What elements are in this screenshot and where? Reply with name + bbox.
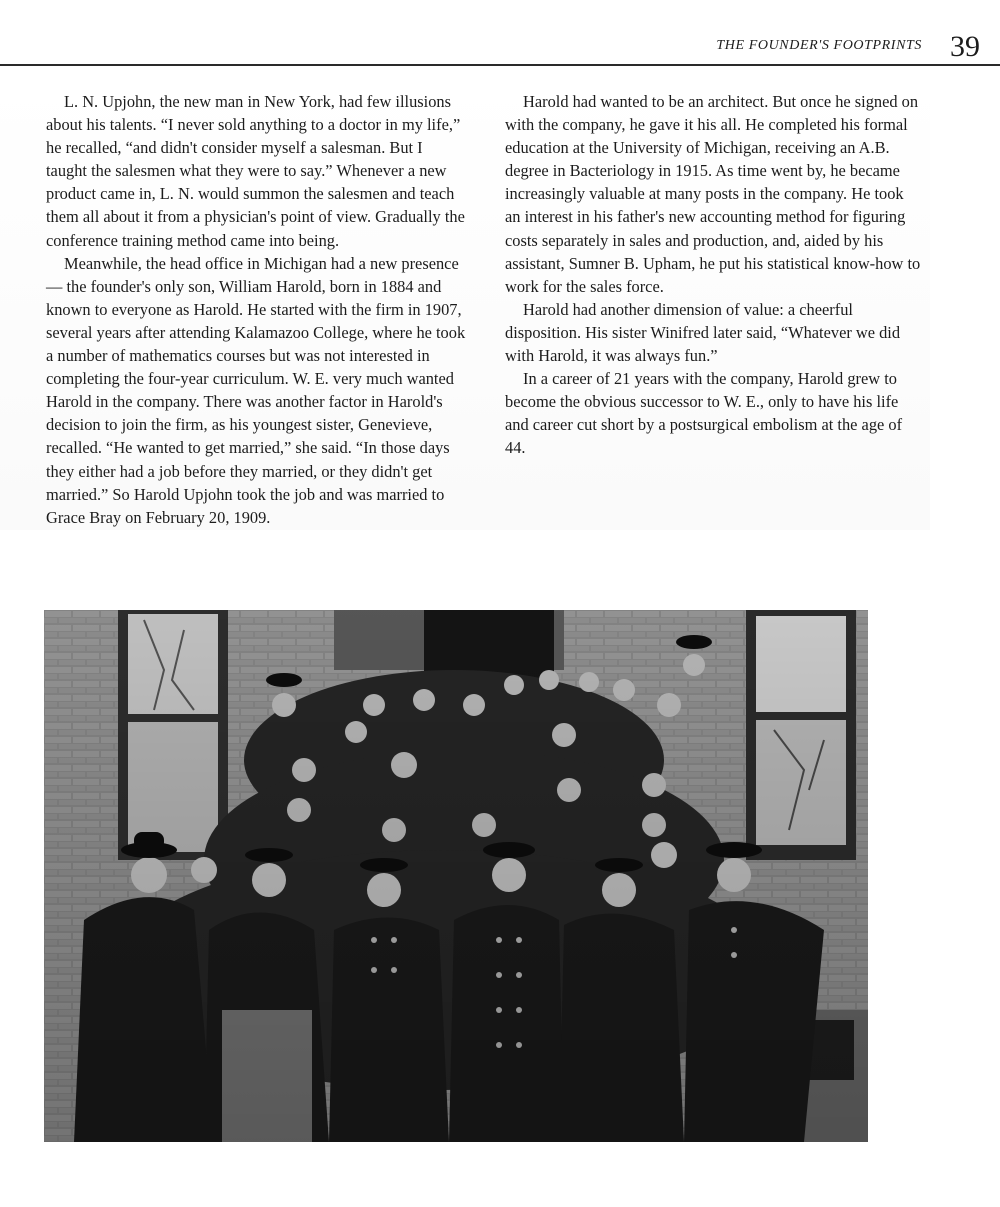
text-column-right — [505, 90, 923, 460]
paragraph: Meanwhile, the head office in Michigan had a new presence — the founder's only son, William Harold, born in 1884 and known to everyone as Harold. He started with the firm in 1907, several years after attending Kalamazoo College, where he took a number of mathematics courses but was not interested in completing the four-year curriculum. W. E. very much wanted Harold in the company. There was another factor in Harold's decision to join the firm, as his youngest sister, Genevieve, recalled. “He wanted to get married,” she said. “In those days they either had a job before they married, or they didn't get married.” So Harold Upjohn took the job and was married to Grace Bray on February 20, 1909. — [46, 253, 466, 527]
running-title: THE FOUNDER'S FOOTPRINTS — [716, 38, 922, 53]
paragraph: Harold had another dimension of value: a cheerful disposition. His sister Winifred later said, “Whatever we did with Harold, it was always fun.” — [505, 299, 901, 366]
photo-illustration — [44, 610, 868, 1142]
paragraph: In a career of 21 years with the company, Harold grew to become the obvious successor to W. E., only to have his life and career cut short by a postsurgical embolism at the age of 44. — [505, 369, 903, 458]
header-rule — [0, 64, 1000, 66]
page-number: 39 — [950, 30, 980, 63]
paragraph: L. N. Upjohn, the new man in New York, had few illusions about his talents. “I never sold anything to a doctor in my life,” he recalled, “and didn't consider myself a salesman. But I taught the salesmen what they were to say.” Whenever a new product came in, L. N. would summon the salesmen and teach them all about it from a physician's point of view. Gradually the conference training method came into being. — [46, 92, 465, 250]
text-column-left — [46, 90, 466, 529]
paragraph: Harold had wanted to be an architect. But once he signed on with the company, he gave it his all. He completed his formal education at the University of Michigan, receiving an A.B. degree in Bacteriology in 1915. As time went by, he became increasingly valuable at many posts in the company. He took an interest in his father's new accounting method for figuring costs separately in sales and production, and, aided by his assistant, Sumner B. Upham, he put his statistical know-how to work for the sales force. — [505, 92, 921, 296]
group-photograph — [44, 610, 868, 1142]
